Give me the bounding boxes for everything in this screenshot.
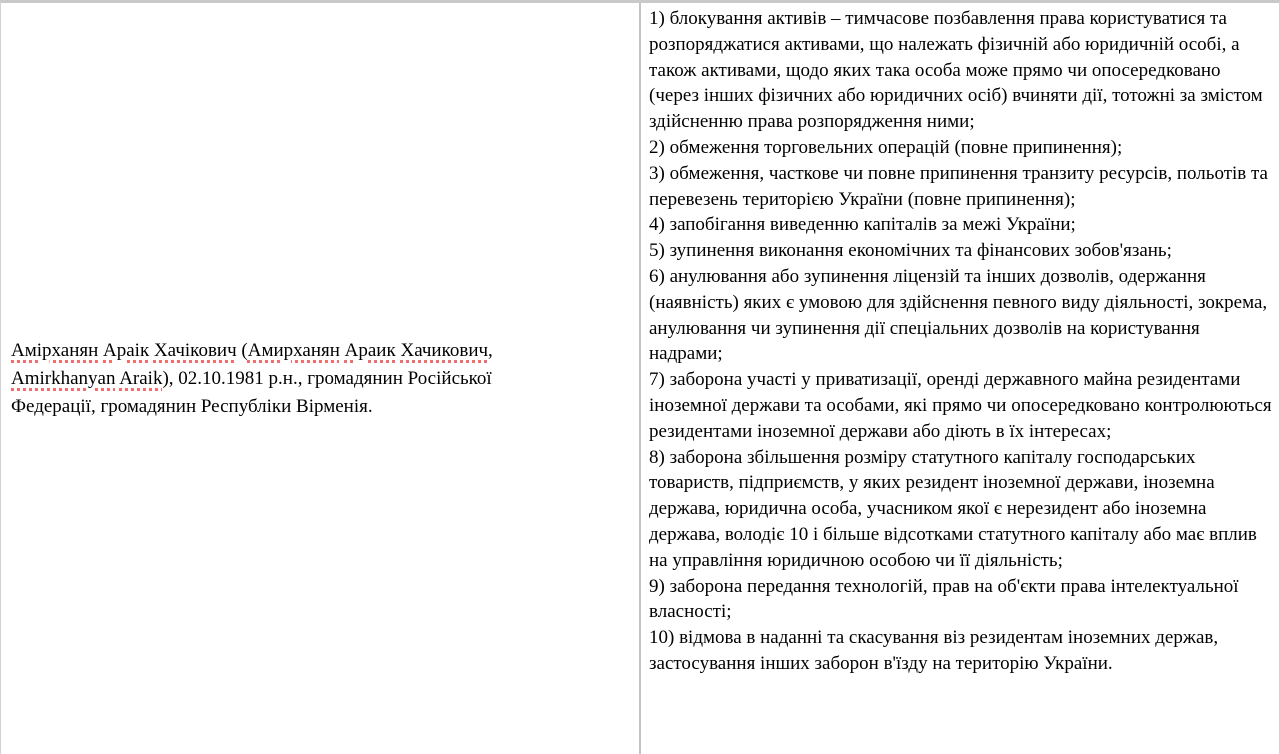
text-segment: , xyxy=(488,339,493,361)
text-segment: Амірханян xyxy=(11,339,99,361)
sanction-item: 10) відмова в наданні та скасування віз резидентам іноземних держав, застосування інших заборон в'їзду на територію України. xyxy=(649,627,1219,674)
sanction-item: 7) заборона участі у приватизації, оренді державного майна резидентами іноземної держави та особами, які прямо чи опосередковано контролюються резидентами іноземної держави або діють в їх інтересах; xyxy=(649,369,1272,442)
sanction-item: 1) блокування активів – тимчасове позбавлення права користуватися та розпоряджатися активами, що належать фізичній або юридичній особі, а також активами, щодо яких така особа може прямо чи опосередковано (через інших фізичних або юридичних осіб) вчиняти дії, тотожні за змістом здійсненню права розпорядження ними; xyxy=(649,8,1263,133)
sanction-item: 4) запобігання виведенню капіталів за межі України; xyxy=(649,214,1076,236)
sanction-item: 8) заборона збільшення розміру статутного капіталу господарських товариств, підприємств, у яких резидент іноземної держави, іноземна держава, юридична особа, учасником якої є нерезидент або іноземна держава, володіє 10 і більше відсотками статутного капіталу або має вплив на управління юридичною особою чи її діяльність; xyxy=(649,446,1257,571)
text-segment: Amirkhanyan xyxy=(11,367,116,389)
sanction-item: 3) обмеження, часткове чи повне припинення транзиту ресурсів, польотів та перевезень територією України (повне припинення); xyxy=(649,162,1268,210)
text-segment: Араік xyxy=(103,339,150,361)
text-segment: Araik xyxy=(119,367,163,389)
person-name-text xyxy=(11,337,493,421)
sanction-item: 9) заборона передання технологій, прав на об'єкти права інтелектуальної власності; xyxy=(649,575,1239,623)
sanctions-list-cell xyxy=(641,3,1279,754)
text-segment: Амирханян xyxy=(247,339,340,361)
text-segment: Хачікович xyxy=(153,339,237,361)
text-segment: Араик xyxy=(344,339,396,361)
text-segment: ), 02.10.1981 р.н., громадянин Російської xyxy=(162,367,492,389)
text-segment: Федерації, громадянин Республіки Вірменія. xyxy=(11,395,373,417)
text-segment: Хачикович xyxy=(400,339,489,361)
sanction-item: 6) анулювання або зупинення ліцензій та інших дозволів, одержання (наявність) яких є умовою для здійснення певного виду діяльності, зокрема, анулювання чи зупинення дії спеціальних дозволів на користування надрами; xyxy=(649,265,1268,365)
person-cell xyxy=(1,3,641,754)
text-segment: ( xyxy=(236,339,248,361)
sanction-item: 2) обмеження торговельних операцій (повне припинення); xyxy=(649,136,1123,158)
sanction-item: 5) зупинення виконання економічних та фінансових зобов'язань; xyxy=(649,240,1172,262)
